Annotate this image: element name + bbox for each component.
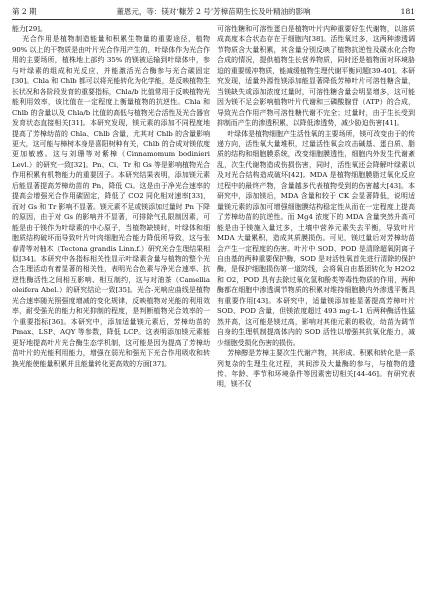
header-rule [12, 19, 415, 20]
paragraph: 可溶性糖和可溶性蛋白是植物叶片内种重要好生代谢物，以溶质成高度本合状态存在于细胞内[38]。活性氧过多，这两种渗透调节物质含大量积累，其含量分别反映了植物抗逆性及碳水化合物合成的情况，提供植物生长营养物质，同时还是植物面对环境胁迫的重要缓冲物质，能减缓植物生理代谢平衡问题[39-40]。本研究发现，适量外源性镁添加能显著降低芳樟叶片可溶性糖含量，当镁缺失或添加浓度过量时，可溶性糖含量会明显增多，这可能因为镁不足会影响植物叶片代谢和三磷酸腺苷（ATP）的合成，导致光合作用产物可溶性糖代谢不完全；过量时，由于生长受到抑制而产生的渗透积累，以降低渗透势，减少胁迫伤害[41]。 [217, 25, 415, 128]
paragraph: 芳樟醇是芳樟主要次生代谢产物，其形成、积累和转化是一系列复杂的生理生化过程，其间涉及大量酶的参与，与植物的遗传、年龄、季节和环境条件等因素密切相关[44-46]。有研究表明，镁不仅 [217, 349, 415, 389]
left-column [12, 24, 210, 609]
paragraph: 能力[29]。 [12, 25, 47, 33]
running-title: 董恩元，等：镁对‘糠芳 2 号’芳樟苗期生长及叶精油的影响 [116, 6, 311, 16]
right-column [217, 24, 415, 609]
page-number: 181 [400, 6, 415, 16]
issue-number: 第 2 期 [12, 6, 37, 16]
running-header [12, 4, 415, 18]
paragraph: 光合作用是植物制造能量和积累生物量的重要途径，植物 90% 以上的干物质是由叶片光合作用产生的，叶绿体作为光合作用的主要场所，植株地上部约 35% 的镁被运输到叶绿体中，参与叶绿素的组成和光反应，并能激活光合酶参与光合碳固定[30]。Chla 和 Chlb 都可以将光能转化为化学能，是反映植物生长状况和各阶段发育的重要指标，Chla/b 比值常用于反映植物光能利用效率，该比值在一定程度上衡量植物的抗逆性。Chla 和 Chlb 的含量以及 Chla/b 比值的高低与植物光合活性及光合器官发育状态直接相关[31]。本研究发现，镁元素的添加不同程度地提高了芳樟幼苗的 Chla、Chlb 含量，尤其对 Chlb 的含量影响更大，这可能与樟树本身是喜阳树种有关，Chlb 的合成对镁依度更加敏感。这与刘珊等对紫樟（Cinnamomum bodinieri Levl.）的研究一致[32]。Pn、Ci、Tr 和 Gs 等是影响植物光合作用积累有机物能力的重要因子。本研究结果表明，添加镁元素后能显著提高芳樟幼苗的 Pn，降低 Ci。这是由于净光合速率的提高会增强光合作用碳固定，降低了 CO2 同化相对速率[33]，而对 Gs 和 Tr 影响不显著。镁元素不足或镁添加过量时 Pn 下降的原因，由于对 Gs 的影响并不显著，可排除气孔限制因素，可能是由于镁作为叶绿素的中心原子，当植物缺镁时，叶绿体和细胞质结构破坏而导致叶片叶肉细胞光合能力降低所导致，这与张春青等对柚木（Tectona grandis Linn.f.）研究光合生理结果相似[34]。本研究中各指标相关性显示叶绿素含量与植物的整个光合生理活动有着显著的相关性，表明光合色素与净光合速率、抗逆性酶活性之间相互影响、相互制约，这与对油茶（Camellia oleifera Abel.）的研究结论一致[35]。光合-光响应曲线是植物光合速率随光照强度增减的变化规律，反映植物对光能的利用效率，耐受强光的能力和光抑制的程度，是判断植物光合效率的一个重要指标[36]。本研究中，添加适量镁元素后，芳樟幼苗的 Pmax、LSP、AQY 等参数，降低 LCP。这表明添加镁元素能更好地提高叶片光合酶生态学机制，这可能是因为提高了芳樟幼苗叶片的光能利用能力，增强在弱光和强光下光合作用吸收和转换光能使能量积累并且能量转化更高效的方面[37]。 [12, 35, 210, 368]
paragraph: 叶绿体是植物细胞产生活性氧的主要场所，镁可改变由于的传递方向，活性氧大量堆积，过量活性氧会攻击碱基、蛋白质、脂质的结构和细胞膜系统，改变细胞膜透性，细胞内外发生代谢紊乱，次生代谢物造成伤损伤害，同时，活性氧还会降解叶绿素以及对光合结构造成破坏[42]。MDA 是植物细胞膜脂过氧化反应过程中的最终产物，含量越多代表植物受到的伤害越大[43]。本研究中，添加镁后，MDA 含量和较于 CK 会显著降低，说明适量镁元素的添加可增强细胞膜结构稳定性从而在一定程度上提高了芳樟幼苗的抗逆性。而 Mg4 浓度下的 MDA 含量突然升高可能是由于镁施入量过多，土壤中营养元素失去平衡，导致叶片 MDA 大量累积，造成其质膜损伤。可见，镁过量后对芳樟幼苗会产生一定程度的伤害。叶片中 SOD、POD 是清除超氧阴离子自由基的两种重要保护酶，SOD 是对活性氧首先进行清除的保护酶，是保护细胞损伤第一道防线，会将氧自由基团转化为 H2O2 和 O2，POD 具有去除过氧化氢和酚类等毒性物质的作用，两种酶都在细胞中渗透调节物质的积累对维持细胞膜内外渗透平衡具有重要作用[43]。本研究中，适量镁添加能显著提高芳樟叶片 SOD、POD 含量，但镁浓度超过 493 mg·L-1 后两种酶活性猛然并高，这可能是镁过高，影响对其他元素的吸收，幼苗为调节自身的生理机制提高体内的 SOD 活性以增强其抗氧化能力，减少细胞受损化伤害的损伤。 [217, 129, 415, 347]
